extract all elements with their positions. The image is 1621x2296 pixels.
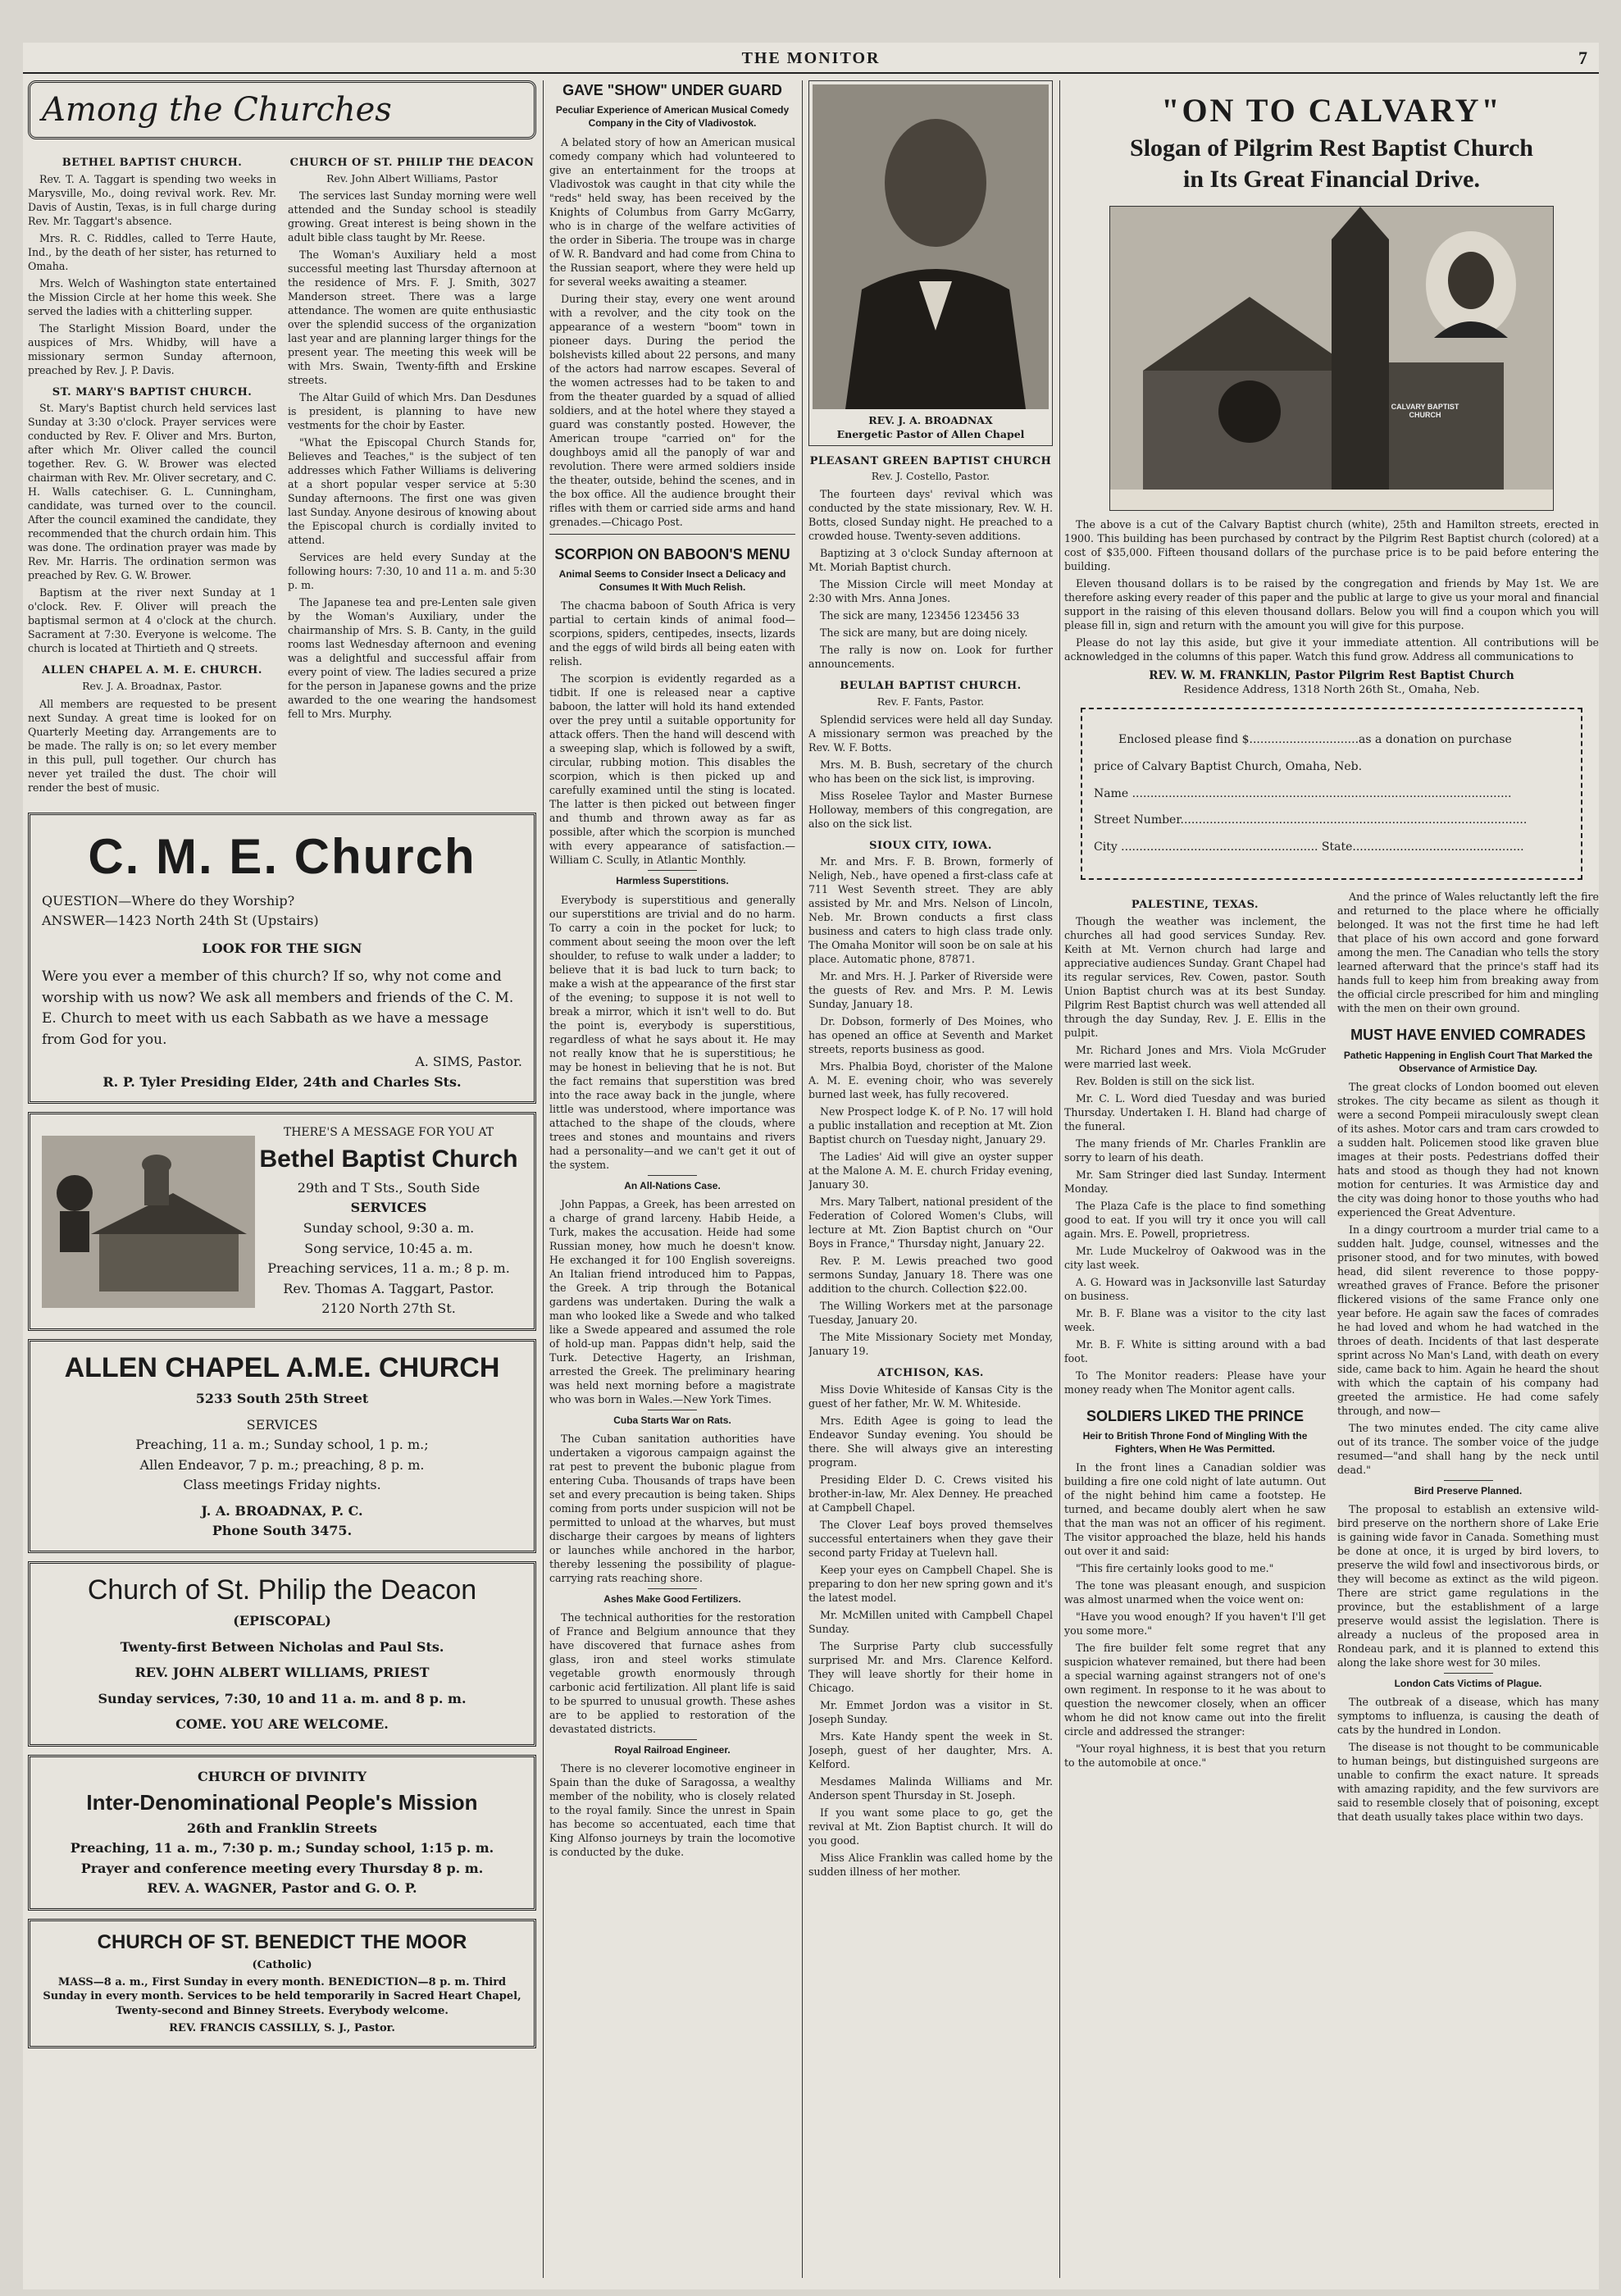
headline: GAVE "SHOW" UNDER GUARD: [562, 82, 782, 98]
newspaper-page: [23, 43, 1599, 2289]
contact-address: Residence Address, 1318 North 26th St., Omaha, Neb.: [1183, 684, 1480, 697]
paragraph: The Japanese tea and pre-Lenten sale given by the Woman's Auxiliary, under the chairmanship of Mrs. S. B. Canty, in the guild rooms last Wednesday afternoon and evening was a delightful and successful affair from every point of view. The ladies secured a prize for the person in Japanese gowns and the prize awarded to the one wearing the handsomest fell to Mrs. Murphy.: [288, 596, 536, 721]
masthead-rule: [23, 72, 1599, 74]
ad-line: 2120 North 27th St.: [321, 1301, 456, 1317]
divider: [1444, 1480, 1493, 1481]
photo-caption: REV. J. A. BROADNAX: [868, 414, 993, 426]
lower-news-right: [1337, 890, 1599, 1827]
ad-allen-chapel: [28, 1339, 536, 1553]
paragraph: And the prince of Wales reluctantly left the fire and returned to the place where he officially belonged. It was not the first time he had left that place of his own accord and gone forward among the men. The Canadian who tells the story learned afterward that the prince's staff had its hands full to keep him from breaking away from the official circle prescribed for him and mingling with the men on their own ground.: [1337, 891, 1599, 1015]
paragraph: "What the Episcopal Church Stands for, Believes and Teaches," is the subject of ten addresses which Father Williams is delivering at a short popular vesper service at 5:30 Sunday afternoons. The first one was given last Sunday. Anyone desirous of knowing about the Episcopal church is cordially invited to attend.: [288, 436, 536, 547]
column-calvary: [1064, 80, 1599, 1827]
paragraph: Presiding Elder D. C. Crews visited his brother-in-law, Mr. Alex Denney. He preached at Campbell Chapel.: [808, 1473, 1053, 1514]
portrait-photo: [813, 84, 1049, 409]
paragraph: Rev. Bolden is still on the sick list.: [1076, 1074, 1255, 1087]
paragraph: The fourteen days' revival which was conducted by the state missionary, Rev. W. H. Botts, closed Sunday night. He preached to a crowded house. Twenty-seven additions.: [808, 488, 1053, 543]
subheadline: Harmless Superstitions.: [616, 875, 729, 887]
paragraph: The sick are many, but are doing nicely.: [820, 626, 1028, 640]
paragraph: Baptizing at 3 o'clock Sunday afternoon at Mt. Moriah Baptist church.: [808, 547, 1053, 574]
heading-st-philip: CHURCH OF ST. PHILIP THE DEACON: [289, 157, 535, 169]
column-divider: [802, 80, 803, 2278]
coupon-line: price of Calvary Baptist Church, Omaha, Neb.: [1094, 759, 1363, 773]
paragraph: Mr. B. F. Blane was a visitor to the city last week.: [1064, 1306, 1326, 1333]
paragraph: A. G. Howard was in Jacksonville last Saturday on business.: [1064, 1275, 1326, 1302]
paragraph: The Clover Leaf boys proved themselves successful entertainers when they gave their second party Friday at Tuelevn hall.: [808, 1518, 1053, 1559]
ad-line: R. P. Tyler Presiding Elder, 24th and Charles Sts.: [102, 1073, 462, 1090]
paragraph: Mr. Sam Stringer died last Sunday. Interment Monday.: [1064, 1168, 1326, 1195]
paragraph: The fire builder felt some regret that any suspicion whatever remained, but there had been a special warning against strangers not of one's own regiment. In response to it he was about to question the newcomer closely, when an officer whom he did not know came out into the firelit circle and addressed the stranger:: [1064, 1642, 1326, 1738]
ad-line: Sunday services, 7:30, 10 and 11 a. m. and 8 p. m.: [98, 1690, 467, 1706]
coupon-line: Enclosed please find $..............................as a donation on purchase: [1118, 732, 1512, 746]
ad-line: J. A. BROADNAX, P. C.: [201, 1502, 363, 1519]
paragraph: New Prospect lodge K. of P. No. 17 will hold a public installation and reception at Mt. Zion Baptist church on Tuesday night, January 29.: [808, 1105, 1053, 1146]
divider: [648, 870, 697, 871]
portrait-frame: [808, 80, 1053, 446]
page-number: 7: [1578, 48, 1589, 68]
banner-headline: "ON TO CALVARY": [1161, 92, 1502, 129]
paragraph: Though the weather was inclement, the churches all had good services Sunday. Rev. Keith at Mt. Vernon church had large and appreciative audiences Sunday. Grant Chapel had its regular services, Rev. Cowen, pastor. South Union Baptist church was at its best Sunday. Pilgrim Rest Baptist church was well attended all through the day Sunday, Rev. J. E. Ellis in the pulpit.: [1064, 914, 1326, 1039]
ad-cme-church: [28, 813, 536, 1105]
paragraph: "This fire certainly looks good to me.": [1076, 1562, 1274, 1575]
subheading: Rev. John Albert Williams, Pastor: [326, 171, 498, 184]
bethel-ad-text: [255, 1123, 522, 1320]
paragraph: The sick are many, 123456 123456 33: [820, 609, 1020, 622]
paragraph: Mrs. R. C. Riddles, called to Terre Haute, Ind., by the death of her sister, has returned to Omaha.: [28, 231, 276, 272]
paragraph: The Mite Missionary Society met Monday, January 19.: [808, 1331, 1053, 1358]
ad-st-benedict: [28, 1919, 536, 2048]
lower-news-left: [1064, 890, 1326, 1827]
paragraph: Keep your eyes on Campbell Chapel. She is preparing to don her new spring gown and it's the latest model.: [808, 1563, 1053, 1604]
paragraph: Mr. C. L. Word died Tuesday and was buried Thursday. Undertaken I. H. Bland had charge of the funeral.: [1064, 1091, 1326, 1132]
paragraph: Splendid services were held all day Sunday. A missionary sermon was preached by the Rev. W. F. Botts.: [808, 713, 1053, 754]
portrait-man-icon: [813, 84, 1049, 409]
paragraph: Mrs. Welch of Washington state entertained the Mission Circle at her home this week. She served the ladies with a chitterling supper.: [28, 276, 276, 317]
ad-line: Preaching, 11 a. m.; Sunday school, 1 p. m.;: [135, 1437, 429, 1453]
paragraph: The Woman's Auxiliary held a most successful meeting last Thursday afternoon at the residence of Mrs. F. J. Smith, 3027 Manderson street. There was a large attendance. The women are quite enthusiastic over the splendid success of the organization last year and are planning larger things for the present year. The meeting this week will be with Mrs. Swain, Twenty-fifth and Erskine streets.: [288, 248, 536, 387]
paragraph: The tone was pleasant enough, and suspicion was almost unarmed when the voice went on:: [1064, 1579, 1326, 1606]
ad-line: Sunday school, 9:30 a. m.: [303, 1220, 475, 1237]
heading-palestine: PALESTINE, TEXAS.: [1131, 899, 1259, 912]
ad-st-philip: [28, 1561, 536, 1747]
paragraph: Mrs. Phalbia Boyd, chorister of the Malone A. M. E. evening choir, who was severely burned last week, has fully recovered.: [808, 1060, 1053, 1101]
lower-news-pair: [1064, 890, 1599, 1827]
ad-bethel-baptist: [28, 1112, 536, 1331]
paragraph: The Altar Guild of which Mrs. Dan Desdunes is president, is planning to have new vestments for the choir by Easter.: [288, 391, 536, 432]
slogan-line: Slogan of Pilgrim Rest Baptist Church: [1130, 134, 1533, 162]
calvary-church-photo: [1109, 206, 1554, 511]
ad-line: Class meetings Friday nights.: [183, 1477, 381, 1493]
paragraph: If you want some place to go, get the revival at Mt. Zion Baptist church. It will do you good.: [808, 1806, 1053, 1847]
deck: Heir to British Throne Fond of Mingling With the Fighters, When He Was Permitted.: [1082, 1430, 1308, 1456]
paragraph: During their stay, every one went around with a revolver, and the city took on the appearance of a western "boom" town in pioneer days. During the period the bolshevists killed about 22 persons, and many of the actors had narrow escapes. Several of the women actresses had to be taken to and from the theater guarded by a squad of allied soldiers, and at the hotel where they stayed a guard was constantly posted. However, the American troupe "carried on" for the doughboys amid all the panoply of war and revolution. There were armed soldiers inside the theater, outside, behind the scenes, and in the box office. All the audience brought their rifles with them or carried side arms and hand grenades.—Chicago Post.: [549, 292, 795, 528]
ad-church-of-divinity: [28, 1755, 536, 1911]
paragraph: Rev. P. M. Lewis preached two good sermons Sunday, January 18. There was one addition to the church. Collection $22.00.: [808, 1255, 1053, 1296]
column-churches: [28, 80, 536, 2057]
paragraph: Mr. McMillen united with Campbell Chapel Sunday.: [808, 1608, 1053, 1635]
subheadline: An All-Nations Case.: [624, 1179, 721, 1191]
ad-title: Church of St. Philip the Deacon: [87, 1574, 477, 1606]
paragraph: Mr. and Mrs. H. J. Parker of Riverside were the guests of Rev. and Mrs. P. M. Lewis Sunday, January 18.: [808, 970, 1053, 1011]
ad-line: 5233 South 25th Street: [195, 1390, 369, 1406]
ad-line: QUESTION—Where do they Worship?: [42, 892, 295, 909]
ad-line: 29th and T Sts., South Side: [297, 1179, 480, 1196]
paragraph: In a dingy courtroom a murder trial came to a sudden halt. Judge, counsel, witnesses and the prisoner stood, and for two minutes, with bowed head, did silent reverence to those poppy-wreathed graves of France. Before the prisoner flickered visions of the same France only one year before. He again saw the faces of comrades he had loved and whom he had watched in the throes of death. Incidents of that last desperate sprint across No Man's Land, with death on every side, came back to him. Again he heard the shout with which the captain of his company had greeted the armistice. He had come safely through, and now—: [1337, 1223, 1599, 1417]
divider: [648, 1175, 697, 1176]
church-sign: CALVARY BAPTIST CHURCH: [1391, 403, 1459, 419]
column-features: [549, 80, 795, 1862]
coupon-city-state-field[interactable]: City ...................................................... State...............................................: [1094, 840, 1524, 854]
paragraph: The Starlight Mission Board, under the auspices of Mrs. Whidby, will have a missionary sermon Sunday afternoon, preached by Rev. J. P. Davis.: [28, 321, 276, 376]
paragraph: Mrs. M. B. Bush, secretary of the church who has been on the sick list, is improving.: [808, 758, 1053, 785]
column-divider: [1059, 80, 1060, 2278]
church-news-right: [288, 148, 536, 798]
ad-line: Preaching services, 11 a. m.; 8 p. m.: [267, 1260, 510, 1277]
heading-sioux-city: SIOUX CITY, IOWA.: [869, 839, 992, 852]
ad-line: LOOK FOR THE SIGN: [202, 940, 362, 956]
ad-line: REV. FRANCIS CASSILLY, S. J., Pastor.: [169, 2021, 395, 2034]
headline: SOLDIERS LIKED THE PRINCE: [1086, 1407, 1305, 1424]
ad-line: SERVICES: [246, 1416, 318, 1433]
church-photo: [42, 1136, 255, 1308]
subheadline: Bird Preserve Planned.: [1414, 1484, 1523, 1496]
paragraph: Miss Dovie Whiteside of Kansas City is the guest of her father, Mr. W. M. Whiteside.: [808, 1383, 1053, 1410]
slogan-line: in Its Great Financial Drive.: [1183, 165, 1480, 193]
coupon-street-field[interactable]: Street Number...............................................................................................: [1094, 813, 1528, 827]
paragraph: To The Monitor readers: Please have your money ready when The Monitor agent calls.: [1064, 1369, 1326, 1396]
ad-line: A. SIMS, Pastor.: [415, 1054, 522, 1070]
ad-line: REV. A. WAGNER, Pastor and G. O. P.: [147, 1880, 417, 1897]
paragraph: Mr. Richard Jones and Mrs. Viola McGruder were married last week.: [1064, 1043, 1326, 1070]
paragraph: Mr. B. F. White is sitting around with a bad foot.: [1064, 1337, 1326, 1364]
ad-line: Song service, 10:45 a. m.: [304, 1240, 473, 1256]
paragraph: Mr. Lude Muckelroy of Oakwood was in the city last week.: [1064, 1244, 1326, 1271]
coupon-name-field[interactable]: Name ........................................................................................................: [1094, 786, 1512, 800]
paragraph: The disease is not thought to be communicable to human beings, but distinguished surgeons are unable to confirm the exact nature. It spreads with amazing rapidity, and the few survivors are said to resemble closely that of poisoning, except that death usually takes place within two days.: [1337, 1741, 1599, 1824]
ad-line: THERE'S A MESSAGE FOR YOU AT: [283, 1126, 494, 1140]
ad-line: (Catholic): [252, 1959, 312, 1972]
deck: Peculiar Experience of American Musical Comedy Company in the City of Vladivostok.: [555, 104, 790, 130]
paragraph: Dr. Dobson, formerly of Des Moines, who has opened an office at Seventh and Market streets, reports business as good.: [808, 1015, 1053, 1056]
paragraph: Mrs. Kate Handy spent the week in St. Joseph, guest of her daughter, Mrs. A. Kelford.: [808, 1729, 1053, 1770]
ad-line: Twenty-first Between Nicholas and Paul Sts.: [120, 1638, 444, 1655]
paragraph: Miss Alice Franklin was called home by the sudden illness of her mother.: [808, 1851, 1053, 1878]
paragraph: St. Mary's Baptist church held services last Sunday at 3:30 o'clock. Prayer services were conducted by Rev. F. Oliver and Mrs. Burton, after which Mr. Oliver called the council together. Rev. G. W. Brower was elected chairman with Rev. Mr. Oliver secretary, and C. H. Walls catechiser. G. L. Cunningham, candidate, was turned over to the council. After the council examined the candidate, they recommended that the church ordain him. This was done. The ordination prayer was made by Rev. Mr. Harris. The ordination sermon was preached by Rev. G. W. Brower.: [28, 402, 276, 582]
heading-st-marys: ST. MARY'S BAPTIST CHURCH.: [52, 385, 253, 399]
paragraph: All members are requested to be present next Sunday. A great time is looked for on Quarterly Meeting day. Arrangements are to be made. The rally is on; so let every member in this pull, pull together. Our church has never yet trailed the dust. The choir will render the best of music.: [28, 697, 276, 794]
headline: MUST HAVE ENVIED COMRADES: [1350, 1027, 1586, 1044]
paragraph: "Have you wood enough? If you haven't I'll get you some more.": [1064, 1610, 1326, 1638]
paragraph: The two minutes ended. The city came alive out of its trance. The somber voice of the judge resumed—"and shall hang by the neck until dead.": [1337, 1421, 1599, 1476]
subheadline: Cuba Starts War on Rats.: [613, 1414, 731, 1426]
divider: [549, 534, 795, 535]
ad-line: MASS—8 a. m., First Sunday in every month. BENEDICTION—8 p. m. Third Sunday in every month. Services to be held temporarily in Sacred Heart Chapel, Twenty-second and Binney Streets. Everybody welcome.: [43, 1975, 521, 2018]
deck: Animal Seems to Consider Insect a Delicacy and Consumes It With Much Relish.: [558, 567, 786, 594]
ad-title: C. M. E. Church: [88, 828, 476, 884]
column-divider: [543, 80, 544, 2278]
paragraph: The Cuban sanitation authorities have undertaken a vigorous campaign against the rat pest to prevent the bubonic plague from entering Cuba. Thousands of traps have been set and every precaution is being taken. Ships coming from ports under suspicion will not be permitted to unload at the wharves, but must discharge their cargoes by means of lighters or launches while anchored in the harbor, thereby lessening the possibility of plague-carrying rats reaching shore.: [549, 1432, 795, 1584]
paragraph: John Pappas, a Greek, has been arrested on a charge of grand larceny. Habib Heide, a Turk, makes the accusation. Heide had some Russian money, how much he doesn't know. He exchanged it for 100 English sovereigns. An Italian friend introduced him to Pappas, the Greek. A trip through the Botanical gardens was undertaken. During the walk a man who looked like a Swede and who talked like a Swede appeared and assumed the role of hold-up man. Pappas didn't help, said the Turk. Detective Hagerty, an Irishman, arrested the Greek. The preliminary hearing was held next morning before a magistrate who was born in Wales.—New York Times.: [549, 1197, 795, 1405]
paragraph: The Mission Circle will meet Monday at 2:30 with Mrs. Anna Jones.: [808, 578, 1053, 605]
paragraph: "Your royal highness, it is best that you return to the automobile at once.": [1064, 1742, 1326, 1770]
subheading: Rev. F. Fants, Pastor.: [877, 695, 985, 708]
subheadline: London Cats Victims of Plague.: [1394, 1678, 1542, 1690]
ad-line: CHURCH OF DIVINITY: [197, 1768, 367, 1784]
paragraph: The rally is now on. Look for further announcements.: [808, 644, 1053, 671]
ad-line: Phone South 3475.: [212, 1523, 353, 1539]
paragraph: The Ladies' Aid will give an oyster supper at the Malone A. M. E. church Friday evening, January 30.: [808, 1150, 1053, 1191]
ad-line: Rev. Thomas A. Taggart, Pastor.: [283, 1280, 494, 1296]
divider: [1444, 1673, 1493, 1674]
paragraph: Baptism at the river next Sunday at 1 o'clock. Rev. F. Oliver will preach the baptismal sermon at 4 o'clock at the church. Sacrament at 7:30. Everyone is welcome. The church is located at Thirtieth and Q streets.: [28, 586, 276, 655]
paragraph: Mrs. Edith Agee is going to lead the Endeavor Sunday evening. You should be there. She will always give an interesting program.: [808, 1414, 1053, 1469]
ad-line: REV. JOHN ALBERT WILLIAMS, PRIEST: [134, 1665, 430, 1681]
donation-coupon[interactable]: [1081, 708, 1582, 880]
ad-line: Preaching, 11 a. m., 7:30 p. m.; Sunday school, 1:15 p. m.: [70, 1840, 494, 1856]
ad-line: Prayer and conference meeting every Thursday 8 p. m.: [80, 1860, 484, 1876]
subheading: Rev. J. A. Broadnax, Pastor.: [82, 679, 222, 692]
paragraph: Mesdames Malinda Williams and Mr. Anderson spent Thursday in St. Joseph.: [808, 1774, 1053, 1802]
paragraph: Please do not lay this aside, but give it your immediate attention. All contributions will be acknowledged in the columns of this paper. Watch this fund grow. Address all communications to: [1064, 636, 1599, 663]
paragraph: The Willing Workers met at the parsonage Tuesday, January 20.: [808, 1300, 1053, 1327]
heading-bethel: BETHEL BAPTIST CHURCH.: [61, 157, 243, 169]
ad-line: 26th and Franklin Streets: [187, 1820, 377, 1836]
paragraph: The above is a cut of the Calvary Baptist church (white), 25th and Hamilton streets, erected in 1900. This building has been purchased by contract by the Pilgrim Rest Baptist church (colored) at a cost of $35,000. Fifteen thousand dollars of the purchase price is to be paid before entering the building.: [1064, 518, 1599, 572]
heading-allen-chapel: ALLEN CHAPEL A. M. E. CHURCH.: [42, 664, 262, 677]
heading-pleasant-green: PLEASANT GREEN BAPTIST CHURCH: [809, 454, 1052, 467]
ad-line: (EPISCOPAL): [233, 1612, 331, 1629]
church-illustration-icon: [42, 1136, 255, 1308]
church-news-pair: [28, 148, 536, 798]
paragraph: Mr. and Mrs. F. B. Brown, formerly of Neligh, Neb., have opened a first-class cafe at 711 West Seventh street. They are ably assisted by Mr. and Mrs. Nelson of Lincoln, Neb. Mr. Brown conducts a first class business and caters to high class trade only. The Omaha Monitor will soon be on sale at his place. Automatic phone, 87871.: [808, 855, 1053, 966]
section-title: Among the Churches: [42, 91, 392, 129]
masthead: [23, 49, 1599, 67]
paragraph: Rev. T. A. Taggart is spending two weeks in Marysville, Mo., doing revival work. Rev. Mr. Davis of Austin, Texas, is in full charge during Rev. Mr. Taggart's absence.: [28, 172, 276, 227]
deck: Pathetic Happening in English Court That Marked the Observance of Armistice Day.: [1343, 1049, 1593, 1074]
paragraph: The proposal to establish an extensive wild-bird preserve on the northern shore of Lake Erie is gaining wide favor in Canada. Something must be done at once, it is urged by bird lovers, to preserve the wild fowl and insectivorous birds, or they will become as extinct as the wild pigeon. There are strict game regulations in the province, but the establishment of a large preserve would assist the legislation. There is already a nucleus of the proposed area in Rondeau park, and it is planned to extend this along the lake shore west for 30 miles.: [1337, 1503, 1599, 1670]
ad-title: ALLEN CHAPEL A.M.E. CHURCH: [64, 1352, 500, 1384]
paragraph: The scorpion is evidently regarded as a tidbit. If one is released near a captive baboon, the latter will hold its hand extended over the prey until a suitable opportunity for attack offers. Then the hand will descend with a sweeping slap, which is followed by a swift, circular, rubbing motion. This disables the scorpion, which is then picked up and carefully examined until the sting is located. The latter is then picked out between finger and thumb and thrown away as far as possible, after which the scorpion is munched with every appearance of satisfaction.—William C. Scully, in Atlantic Monthly.: [549, 672, 795, 867]
headline: SCORPION ON BABOON'S MENU: [554, 545, 790, 563]
paragraph: The chacma baboon of South Africa is very partial to certain kinds of animal food—scorpions, spiders, centipedes, insects, lizards and the eggs of wild birds all being eaten with relish.: [549, 599, 795, 668]
paragraph: There is no cleverer locomotive engineer in Spain than the duke of Saragossa, a wealthy member of the nobility, who is closely related to the royal family. Since the unrest in Spain has become so accentuated, each time that King Alfonso journeys by train the locomotive is conducted by the duke.: [549, 1762, 795, 1859]
paragraph: The technical authorities for the restoration of France and Belgium announce that they have discovered that furnace ashes from glass, iron and steel works stimulate vegetable growth enormously through carbonic acid fertilization. All plant life is said to be spurred to unusual growth. These ashes are to be applied to restoration of the devastated districts.: [549, 1611, 795, 1736]
ad-line: SERVICES: [350, 1200, 427, 1216]
paragraph: Miss Roselee Taylor and Master Burnese Holloway, members of this congregation, are also on the sick list.: [808, 789, 1053, 830]
paragraph: The services last Sunday morning were well attended and the Sunday school is steadily growing. Great interest is being shown in the adult bible class taught by Mr. Reese.: [288, 189, 536, 244]
heading-beulah: BEULAH BAPTIST CHURCH.: [840, 680, 1022, 693]
ad-line: COME. YOU ARE WELCOME.: [175, 1716, 389, 1733]
paragraph: In the front lines a Canadian soldier was building a fire one cold night of late autumn. Out of the night behind him came a footstep. He turned, and became doubly alert when he saw that the man was not an officer of his regiment. The visitor approached the blaze, held his hands out over it and said:: [1064, 1461, 1326, 1558]
contact-name: REV. W. M. FRANKLIN, Pastor Pilgrim Rest Baptist Church: [1149, 669, 1514, 682]
paragraph: The many friends of Mr. Charles Franklin are sorry to learn of his death.: [1064, 1137, 1326, 1164]
subheadline: Ashes Make Good Fertilizers.: [603, 1592, 741, 1605]
photo-caption-sub: Energetic Pastor of Allen Chapel: [836, 427, 1025, 440]
ad-line: ANSWER—1423 North 24th St (Upstairs): [42, 913, 319, 929]
paragraph: The outbreak of a disease, which has many symptoms to influenza, is causing the death of cats by the hundred in London.: [1337, 1696, 1599, 1737]
divider: [648, 1739, 697, 1740]
ad-title: CHURCH OF ST. BENEDICT THE MOOR: [97, 1931, 467, 1953]
column-local-news: [808, 80, 1053, 1882]
subheading: Rev. J. Costello, Pastor.: [871, 470, 990, 483]
ad-title: Bethel Baptist Church: [259, 1146, 518, 1173]
paragraph: A belated story of how an American musical comedy company which had volunteered to give an entertainment for the troops at Vladivostok was caught in that city while the "reds" held sway, has been received by the Knights of Columbus from Garry McGarry, who is in charge of the welfare activities of the order in Siberia. The troupe was in charge of W. R. Bandvard and had come from China to the Russian seaport, where they were held up for several weeks awaiting a steamer.: [549, 135, 795, 288]
paragraph: Services are held every Sunday at the following hours: 7:30, 10 and 11 a. m. and 5:30 p. m.: [288, 551, 536, 592]
newspaper-title: THE MONITOR: [741, 49, 881, 67]
section-title-box: [28, 80, 536, 139]
paragraph: Eleven thousand dollars is to be raised by the congregation and friends by May 1st. We are therefore asking every reader of this paper and the public at large to give us your moral and financial support in the raising of this eleven thousand dollars. Below you will find a coupon which you will please fill in, sign and return with the amount you will give for this purpose.: [1064, 577, 1599, 631]
paragraph: Mr. Emmet Jordon was a visitor in St. Joseph Sunday.: [808, 1698, 1053, 1725]
paragraph: The great clocks of London boomed out eleven strokes. The city became as silent as though it were a second Pompeii miraculously swept clean of its ashes. Motor cars and tram cars crowded to a sudden halt. Policemen stood like graven blue images at their posts. Pedestrians doffed their hats and stood as though they had not known motion for centuries. It was Armistice day and the city was doing honor to those youths who had experienced the Great Adventure.: [1337, 1080, 1599, 1219]
paragraph: The Plaza Cafe is the place to find something good to eat. If you will try it once you will call again. Mrs. E. Powell, proprietress.: [1064, 1199, 1326, 1240]
heading-atchison: ATCHISON, KAS.: [877, 1367, 984, 1380]
subheadline: Royal Railroad Engineer.: [614, 1744, 731, 1756]
ad-body: Were you ever a member of this church? If so, why not come and worship with us now? We ask all members and friends of the C. M. E. Church to meet with us each Sabbath as we have a message from God for you.: [42, 968, 514, 1048]
church-building-icon: [1110, 207, 1553, 510]
paragraph: Mrs. Mary Talbert, national president of the Federation of Colored Women's Clubs, will lecture at Mt. Zion Baptist church on "Our Boys in France," Thursday night, January 22.: [808, 1196, 1053, 1250]
church-news-left: [28, 148, 276, 798]
ad-title: Inter-Denominational People's Mission: [86, 1789, 478, 1815]
ad-line: Allen Endeavor, 7 p. m.; preaching, 8 p. m.: [139, 1456, 425, 1473]
paragraph: The Surprise Party club successfully surprised Mr. and Mrs. Clarence Kelford. They will leave shortly for their home in Chicago.: [808, 1639, 1053, 1694]
divider: [648, 1588, 697, 1589]
paragraph: Everybody is superstitious and generally our superstitions are trivial and do no harm. To carry a coin in the pocket for luck; to comment about seeing the moon over the left shoulder, to refuse to walk under a ladder; to believe that it is bad luck to turn back; to make a wish at the appearance of the first star of the evening; to suppose it is not well to break a mirror, which it isn't well to do. But the point is, everybody is superstitious, regardless of what he says about it. He may not really know that he is superstitious; he may be honest in believing that he is not. But the fact remains that superstition was bred into the race away back in the jungle, where little was understood, where importance was attached to the shape of the clouds, where trees and stones and mountains and rivers had a personality—and we can't get it out of the system.: [549, 893, 795, 1171]
